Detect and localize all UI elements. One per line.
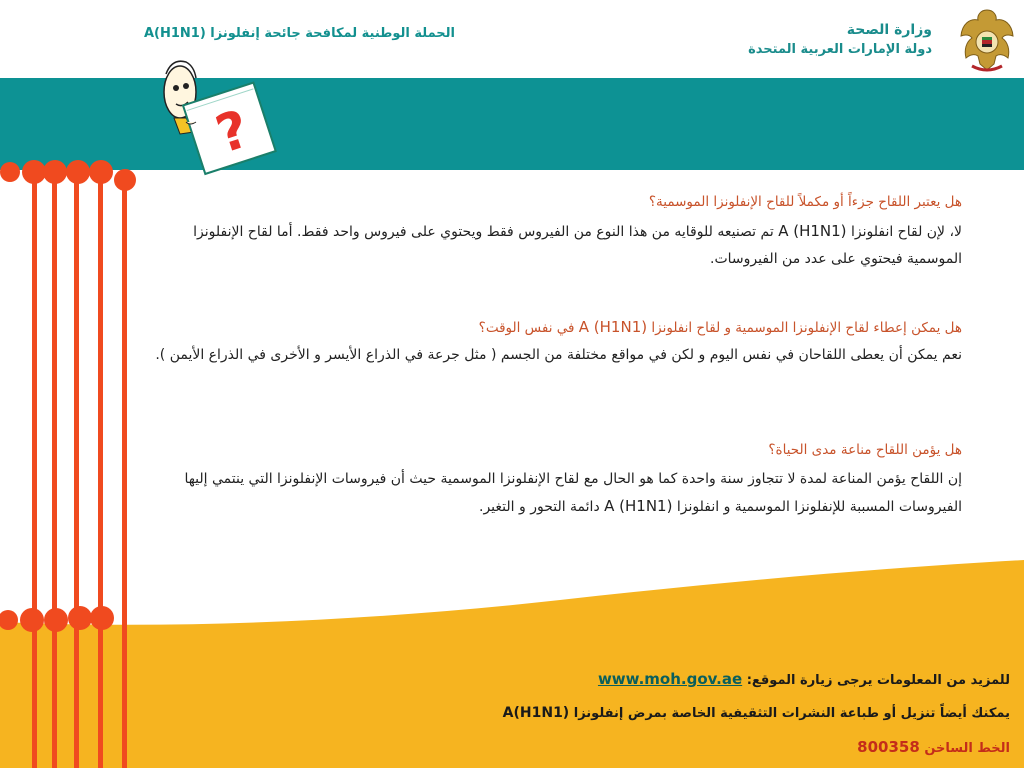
faq-question-2-strain: A (H1N1)	[578, 318, 648, 336]
uae-emblem-icon	[958, 4, 1016, 74]
faq-question-1: هل يعتبر اللقاح جزءاً أو مكملاً للقاح الإنفلونزا الموسمية؟	[648, 194, 962, 210]
faq-question-2-post: في نفس الوقت؟	[478, 320, 579, 336]
more-info-text: للمزيد من المعلومات يرجى زيارة الموقع:	[746, 673, 1010, 688]
ministry-name: وزارة الصحة	[846, 22, 932, 38]
download-text: يمكنك أيضاً تنزيل أو طباعة النشرات التثقيفية الخاصة بمرض إنفلونزا	[569, 706, 1010, 721]
faq-item-1	[150, 194, 962, 273]
orange-wave	[0, 560, 1024, 670]
ministry-block	[748, 22, 932, 57]
question-figure-icon	[150, 52, 280, 182]
faq-answer-3-post: دائمة التحور و التغير.	[479, 499, 605, 515]
hotline-number[interactable]: 800358	[857, 738, 920, 756]
campaign-title: الحملة الوطنية لمكافحة جائحة إنفلونزا A(H1N1)	[143, 26, 455, 41]
faq-answer-1	[150, 218, 962, 273]
faq-question-2	[150, 318, 962, 336]
faq-item-3	[150, 442, 962, 521]
download-strain: A(H1N1)	[502, 705, 570, 721]
faq-answer-1-post: تم تصنيعه للوقايه من هذا النوع من الفيروس فقط ويحتوي على فيروس واحد فقط. أما لقاح الإنفلونزا الموسمية فيحتوي على عدد من الفيروسات.	[193, 224, 962, 267]
faq-question-3: هل يؤمن اللقاح مناعة مدى الحياة؟	[768, 442, 962, 458]
faq-answer-1-strain: A (H1N1)	[778, 222, 847, 240]
faq-answer-3-pre: إن اللقاح يؤمن المناعة لمدة لا تتجاوز سنة واحدة كما هو الحال مع لقاح الإنفلونزا الموسمية حيث أن فيروسات الإنفلونزا التي ينتمي إليها الفيروسات المسببة للإنفلونزا الموسمية و انفلونزا	[184, 471, 962, 515]
faq-answer-3	[150, 466, 962, 521]
country-name: دولة الإمارات العربية المتحدة	[748, 42, 932, 57]
faq-answer-2: نعم يمكن أن يعطى اللقاحان في نفس اليوم و لكن في مواقع مختلفة من الجسم ( مثل جرعة في الذراع الأيسر و الأخرى في الذراع الأيمن ).	[155, 347, 962, 363]
decorative-bars	[0, 0, 150, 768]
footer-more-info	[598, 670, 1010, 688]
faq-answer-3-strain: A (H1N1)	[604, 497, 673, 515]
faq-answer-1-pre: لا، لإن لقاح انفلونزا	[846, 224, 962, 240]
faq-item-2	[150, 318, 962, 369]
footer-hotline	[857, 738, 1010, 756]
faq-question-2-pre: هل يمكن إعطاء لقاح الإنفلونزا الموسمية و لقاح انفلونزا	[647, 320, 962, 336]
svg-text:?: ?	[209, 99, 257, 166]
hotline-label: الخط الساخن	[924, 741, 1010, 756]
footer-download	[503, 705, 1010, 721]
website-link[interactable]: www.moh.gov.ae	[597, 670, 743, 688]
